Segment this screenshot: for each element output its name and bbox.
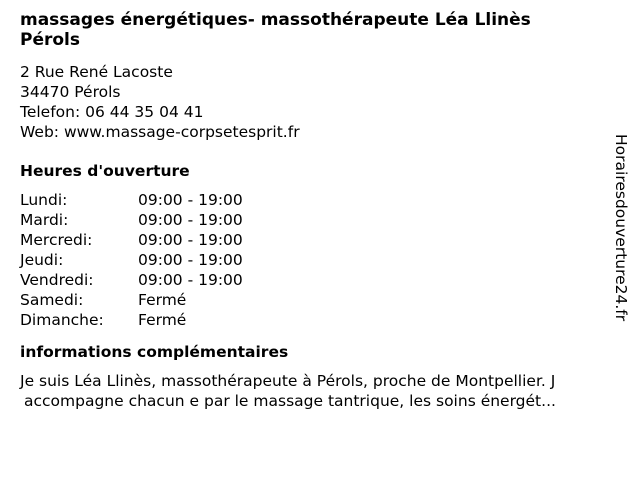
day-label: Lundi:: [20, 191, 68, 209]
business-name-line2: Pérols: [20, 30, 80, 50]
hours-row-wednesday: [20, 230, 610, 250]
business-name-line1: massages énergétiques- massothérapeute Léa Llinès: [20, 10, 531, 30]
address-street: 2 Rue René Lacoste: [20, 63, 173, 81]
hours-row-friday: [20, 270, 610, 290]
day-hours: 09:00 - 19:00: [138, 271, 243, 289]
info-text-line2: accompagne chacun e par le massage tantrique, les soins énergét...: [24, 392, 556, 410]
hours-row-monday: [20, 190, 610, 210]
day-hours: Fermé: [138, 291, 187, 309]
opening-hours-heading: Heures d'ouverture: [20, 162, 190, 180]
hours-row-sunday: [20, 310, 610, 330]
day-label: Jeudi:: [20, 251, 64, 269]
day-hours: 09:00 - 19:00: [138, 211, 243, 229]
day-label: Vendredi:: [20, 271, 94, 289]
business-card: [20, 10, 610, 411]
day-hours: 09:00 - 19:00: [138, 191, 243, 209]
additional-info-text: [20, 371, 610, 411]
website-link[interactable]: Web: www.massage-corpsetesprit.fr: [20, 123, 300, 141]
additional-info-heading: informations complémentaires: [20, 343, 289, 361]
address-block: [20, 62, 610, 142]
day-label: Mercredi:: [20, 231, 93, 249]
day-label: Samedi:: [20, 291, 84, 309]
hours-row-tuesday: [20, 210, 610, 230]
day-hours: 09:00 - 19:00: [138, 251, 243, 269]
phone-number[interactable]: Telefon: 06 44 35 04 41: [20, 103, 204, 121]
hours-row-saturday: [20, 290, 610, 310]
day-hours: 09:00 - 19:00: [138, 231, 243, 249]
day-hours: Fermé: [138, 311, 187, 329]
info-text-line1: Je suis Léa Llinès, massothérapeute à Pérols, proche de Montpellier. J: [20, 372, 556, 390]
address-city: 34470 Pérols: [20, 83, 121, 101]
day-label: Mardi:: [20, 211, 69, 229]
hours-row-thursday: [20, 250, 610, 270]
opening-hours-table: [20, 190, 610, 330]
day-label: Dimanche:: [20, 311, 104, 329]
site-watermark-label: Horairesdouverture24.fr: [612, 134, 630, 322]
business-name: [20, 10, 610, 50]
